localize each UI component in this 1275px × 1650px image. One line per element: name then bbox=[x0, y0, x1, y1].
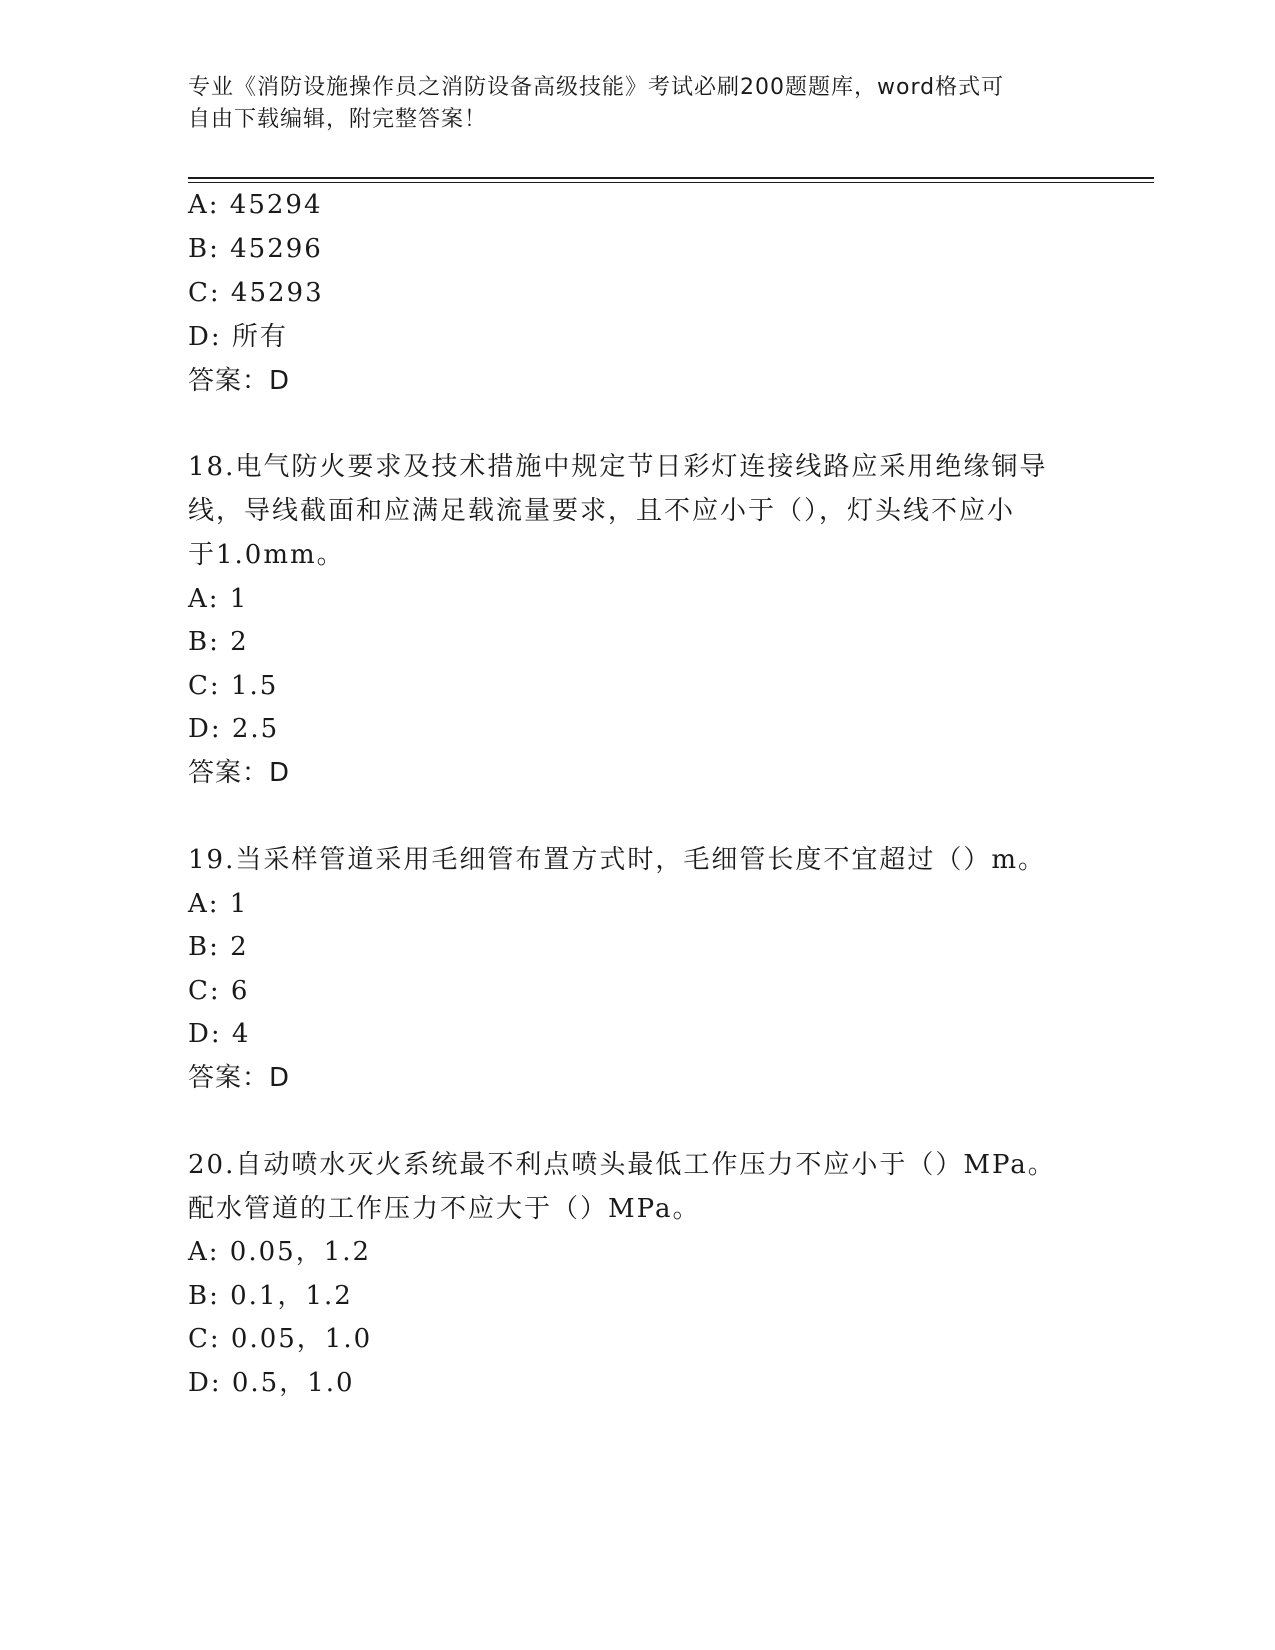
q20-option-b: B: 0.1，1.2 bbox=[188, 1281, 353, 1311]
q19-option-d: D: 4 bbox=[188, 1019, 251, 1049]
q20-option-c: C: 0.05，1.0 bbox=[188, 1324, 373, 1354]
q18-answer: 答案：D bbox=[188, 758, 291, 788]
q20-stem-line-2: 配水管道的工作压力不应大于（）MPa。 bbox=[188, 1194, 701, 1224]
header-title-line-1: 专业《消防设施操作员之消防设备高级技能》考试必刷200题题库，word格式可 bbox=[188, 75, 1005, 100]
q18-option-d: D: 2.5 bbox=[188, 714, 280, 744]
header-title-line-2: 自由下载编辑，附完整答案！ bbox=[188, 107, 488, 132]
q19-option-a: A: 1 bbox=[188, 889, 249, 919]
q17-option-c: C: 45293 bbox=[188, 278, 324, 308]
q17-answer: 答案：D bbox=[188, 366, 291, 396]
q17-option-d: D: 所有 bbox=[188, 322, 288, 352]
q19-answer: 答案：D bbox=[188, 1063, 291, 1093]
header-rule-thick bbox=[188, 177, 1154, 179]
q19-option-c: C: 6 bbox=[188, 976, 250, 1006]
q18-option-a: A: 1 bbox=[188, 584, 249, 614]
q18-option-b: B: 2 bbox=[188, 627, 249, 657]
q19-option-b: B: 2 bbox=[188, 932, 249, 962]
q20-option-d: D: 0.5，1.0 bbox=[188, 1368, 355, 1398]
q18-stem-line-2: 线，导线截面和应满足载流量要求，且不应小于（），灯头线不应小 bbox=[188, 496, 1016, 526]
header-rule-thin bbox=[188, 182, 1154, 183]
q18-option-c: C: 1.5 bbox=[188, 671, 279, 701]
q18-stem-line-3: 于1.0mm。 bbox=[188, 540, 345, 570]
q17-option-a: A: 45294 bbox=[188, 190, 323, 220]
q17-option-b: B: 45296 bbox=[188, 234, 323, 264]
q18-stem-line-1: 18.电气防火要求及技术措施中规定节日彩灯连接线路应采用绝缘铜导 bbox=[188, 452, 1048, 482]
q20-option-a: A: 0.05，1.2 bbox=[188, 1237, 372, 1267]
q20-stem-line-1: 20.自动喷水灭火系统最不利点喷头最低工作压力不应小于（）MPa。 bbox=[188, 1150, 1056, 1180]
q19-stem-line-1: 19.当采样管道采用毛细管布置方式时，毛细管长度不宜超过（）m。 bbox=[188, 845, 1047, 875]
document-header bbox=[188, 72, 1068, 136]
